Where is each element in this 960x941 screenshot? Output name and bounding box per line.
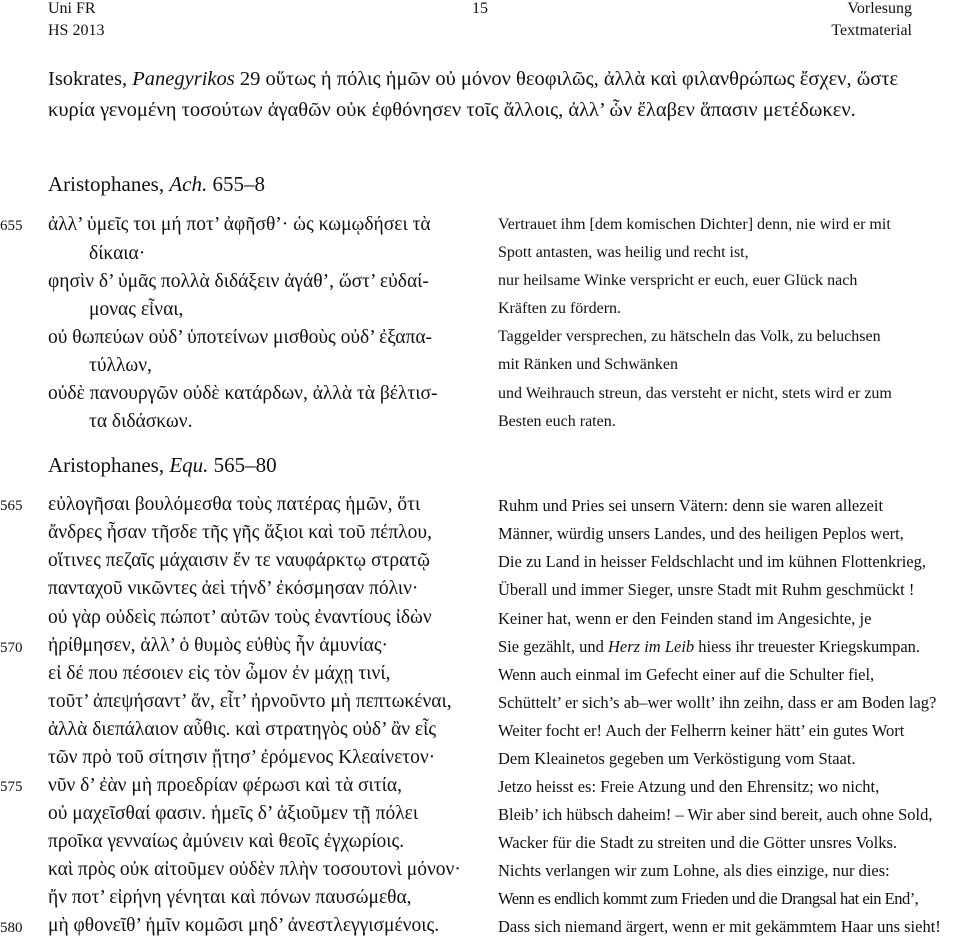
ach-greek-line: οὐδὲ πανουργῶν οὐδὲ κατάρδων, ἀλλὰ τὰ βέλτισ- — [48, 383, 438, 404]
ach-greek-line: ἀλλ’ ὑμεῖς τοι μή ποτ’ ἀφῆσθ’· ὡς κωμῳδήσει τὰ — [48, 214, 431, 235]
equ-greek-line: ἤν ποτ’ εἰρήνη γένηται καὶ πόνων παυσώμεθα, — [48, 887, 412, 908]
equ-lines-ref: 565–80 — [208, 453, 277, 477]
equ-german-line: Dem Kleainetos gegeben um Verköstigung vom Staat. — [498, 749, 856, 768]
equ-german-line: Jetzo heisst es: Freie Atzung und den Ehrensitz; wo nicht, — [498, 777, 880, 796]
equ-greek-line: ἠρίθμησεν, ἀλλ’ ὁ θυμὸς εὐθὺς ἦν ἀμυνίας· — [48, 635, 389, 656]
header-left-2: HS 2013 — [48, 22, 105, 39]
equ-german-segment: hiess ihr treuester Kriegskumpan. — [694, 637, 921, 656]
equ-greek-line: ἀλλὰ διεπάλαιον αὖθις. καὶ στρατηγὸς οὐδ’ ἂν εἷς — [48, 719, 437, 740]
equ-greek-line: οὐ μαχεῖσθαί φασιν. ἡμεῖς δ’ ἀξιοῦμεν τῇ πόλει — [48, 803, 419, 824]
equ-greek-line: οὐ γὰρ οὐδεὶς πώποτ’ αὐτῶν τοὺς ἐναντίους ἰδὼν — [48, 607, 432, 628]
equ-greek-line: εὐλογῆσαι βουλόμεσθα τοὺς πατέρας ἡμῶν, ὅτι — [48, 494, 421, 515]
ach-greek-line: τα διδάσκων. — [89, 411, 193, 432]
intro-author: Isokrates, — [48, 68, 128, 90]
header-right-2: Textmaterial — [831, 22, 912, 39]
page-number: 15 — [472, 0, 488, 17]
equ-greek-line: μὴ φθονεῖθ’ ἡμῖν κομῶσι μηδ’ ἀνεστλεγγισμένοις. — [48, 915, 440, 936]
equ-greek-line: τῶν πρὸ τοῦ σίτησιν ᾔτησ’ ἐρόμενος Κλεαίνετον· — [48, 747, 436, 768]
line-number-575: 575 — [0, 779, 23, 795]
intro-line-1 — [48, 64, 898, 95]
ach-german-line: Spott antasten, was heilig und recht ist, — [498, 244, 749, 261]
equ-greek-line: νῦν δ’ ἐὰν μὴ προεδρίαν φέρωσι καὶ τὰ σιτία, — [48, 775, 402, 796]
header-left-1: Uni FR — [48, 0, 96, 17]
equ-german-line: Nichts verlangen wir zum Lohne, als dies einzige, nur dies: — [498, 861, 890, 880]
equ-german-line: Die zu Land in heisser Feldschlacht und im kühnen Flottenkrieg, — [498, 552, 926, 571]
equ-german-line — [498, 637, 920, 657]
ach-greek-line: δίκαια· — [89, 243, 146, 264]
equ-german-line: Weiter focht er! Auch der Felherrn keiner hätt’ ein gutes Wort — [498, 721, 905, 740]
ach-greek-line: οὐ θωπεύων οὐδ’ ὑποτείνων μισθοὺς οὐδ’ ἐξαπα- — [48, 327, 433, 348]
equ-german-line: Wenn es endlich kommt zum Frieden und die Drangsal hat ein End’, — [498, 889, 919, 908]
equ-german-line: Keiner hat, wenn er den Feinden stand im Angesichte, je — [498, 609, 872, 628]
equ-german-line: Wacker für die Stadt zu streiten und die Götter unsres Volks. — [498, 833, 898, 852]
equ-german-line: Überall und immer Sieger, unsre Stadt mit Ruhm geschmückt ! — [498, 580, 915, 599]
ach-author: Aristophanes, — [48, 172, 170, 196]
ach-german-line: nur heilsame Winke verspricht er euch, euer Glück nach — [498, 272, 858, 289]
equ-heading — [48, 453, 277, 478]
intro-work: Panegyrikos — [132, 68, 235, 90]
intro-line-2: κυρία γενομένη τοσούτων ἀγαθῶν οὐκ ἐφθόνησεν τοῖς ἄλλοις, ἀλλ’ ὧν ἔλαβεν ἅπασιν μετέδωκεν. — [48, 99, 856, 121]
ach-german-line: Besten euch raten. — [498, 413, 616, 430]
header-right-1: Vorlesung — [847, 0, 912, 17]
equ-german-segment: Sie gezählt, und — [498, 637, 608, 656]
equ-greek-line: προῖκα γενναίως ἀμύνειν καὶ θεοῖς ἐγχωρίοις. — [48, 831, 405, 852]
equ-german-line: Schüttelt’ er sich’s ab–wer wollt’ ihn zeihn, dass er am Boden lag? — [498, 693, 937, 712]
line-number-655: 655 — [0, 218, 23, 234]
equ-german-line: Bleib’ ich hübsch daheim! – Wir aber sind bereit, auch ohne Sold, — [498, 805, 933, 824]
intro-text-1: 29 οὕτως ἡ πόλις ἡμῶν οὐ μόνον θεοφιλῶς, ἀλλὰ καὶ φιλανθρώπως ἔσχεν, ὥστε — [234, 68, 899, 90]
ach-greek-line: τύλλων, — [89, 355, 152, 376]
equ-greek-line: εἰ δέ που πέσοιεν εἰς τὸν ὦμον ἐν μάχῃ τινί, — [48, 663, 391, 684]
equ-author: Aristophanes, — [48, 453, 170, 477]
line-number-570: 570 — [0, 640, 23, 656]
line-number-580: 580 — [0, 920, 23, 936]
equ-german-emphasis: Herz im Leib — [607, 637, 695, 656]
line-number-565: 565 — [0, 498, 23, 514]
ach-german-line: Vertrauet ihm [dem komischen Dichter] denn, nie wird er mit — [498, 216, 891, 233]
equ-german-line: Männer, würdig unsers Landes, und des heiligen Peplos wert, — [498, 524, 904, 543]
ach-greek-line: μονας εἶναι, — [89, 299, 184, 320]
ach-german-line: Kräften zu fördern. — [498, 300, 622, 317]
equ-work: Equ. — [169, 453, 209, 477]
ach-german-line: Taggelder versprechen, zu hätscheln das Volk, zu beluchsen — [498, 328, 881, 345]
ach-greek-line: φησὶν δ’ ὑμᾶς πολλὰ διδάξειν ἀγάθ’, ὥστ’ εὐδαί- — [48, 271, 429, 292]
ach-work: Ach. — [169, 172, 208, 196]
equ-german-line: Wenn auch einmal im Gefecht einer auf die Schulter fiel, — [498, 665, 875, 684]
equ-greek-line: ἄνδρες ἦσαν τῆσδε τῆς γῆς ἄξιοι καὶ τοῦ πέπλου, — [48, 522, 432, 543]
ach-heading — [48, 172, 265, 197]
equ-greek-line: καὶ πρὸς οὐκ αἰτοῦμεν οὐδὲν πλὴν τοσουτονὶ μόνον· — [48, 859, 461, 880]
equ-greek-line: πανταχοῦ νικῶντες ἀεὶ τήνδ’ ἐκόσμησαν πόλιν· — [48, 578, 419, 599]
equ-german-line: Ruhm und Pries sei unsern Vätern: denn sie waren allezeit — [498, 496, 884, 515]
equ-greek-line: τοῦτ’ ἀπεψήσαντ’ ἄν, εἶτ’ ἠρνοῦντο μὴ πεπτωκέναι, — [48, 691, 452, 712]
ach-lines-ref: 655–8 — [207, 172, 265, 196]
ach-german-line: mit Ränken und Schwänken — [498, 356, 678, 373]
ach-german-line: und Weihrauch streun, das versteht er nicht, stets wird er zum — [498, 385, 892, 402]
equ-greek-line: οἵτινες πεζαῖς μάχαισιν ἔν τε ναυφάρκτῳ στρατῷ — [48, 550, 430, 571]
equ-german-line: Dass sich niemand ärgert, wenn er mit gekämmtem Haar uns sieht! — [498, 917, 941, 936]
